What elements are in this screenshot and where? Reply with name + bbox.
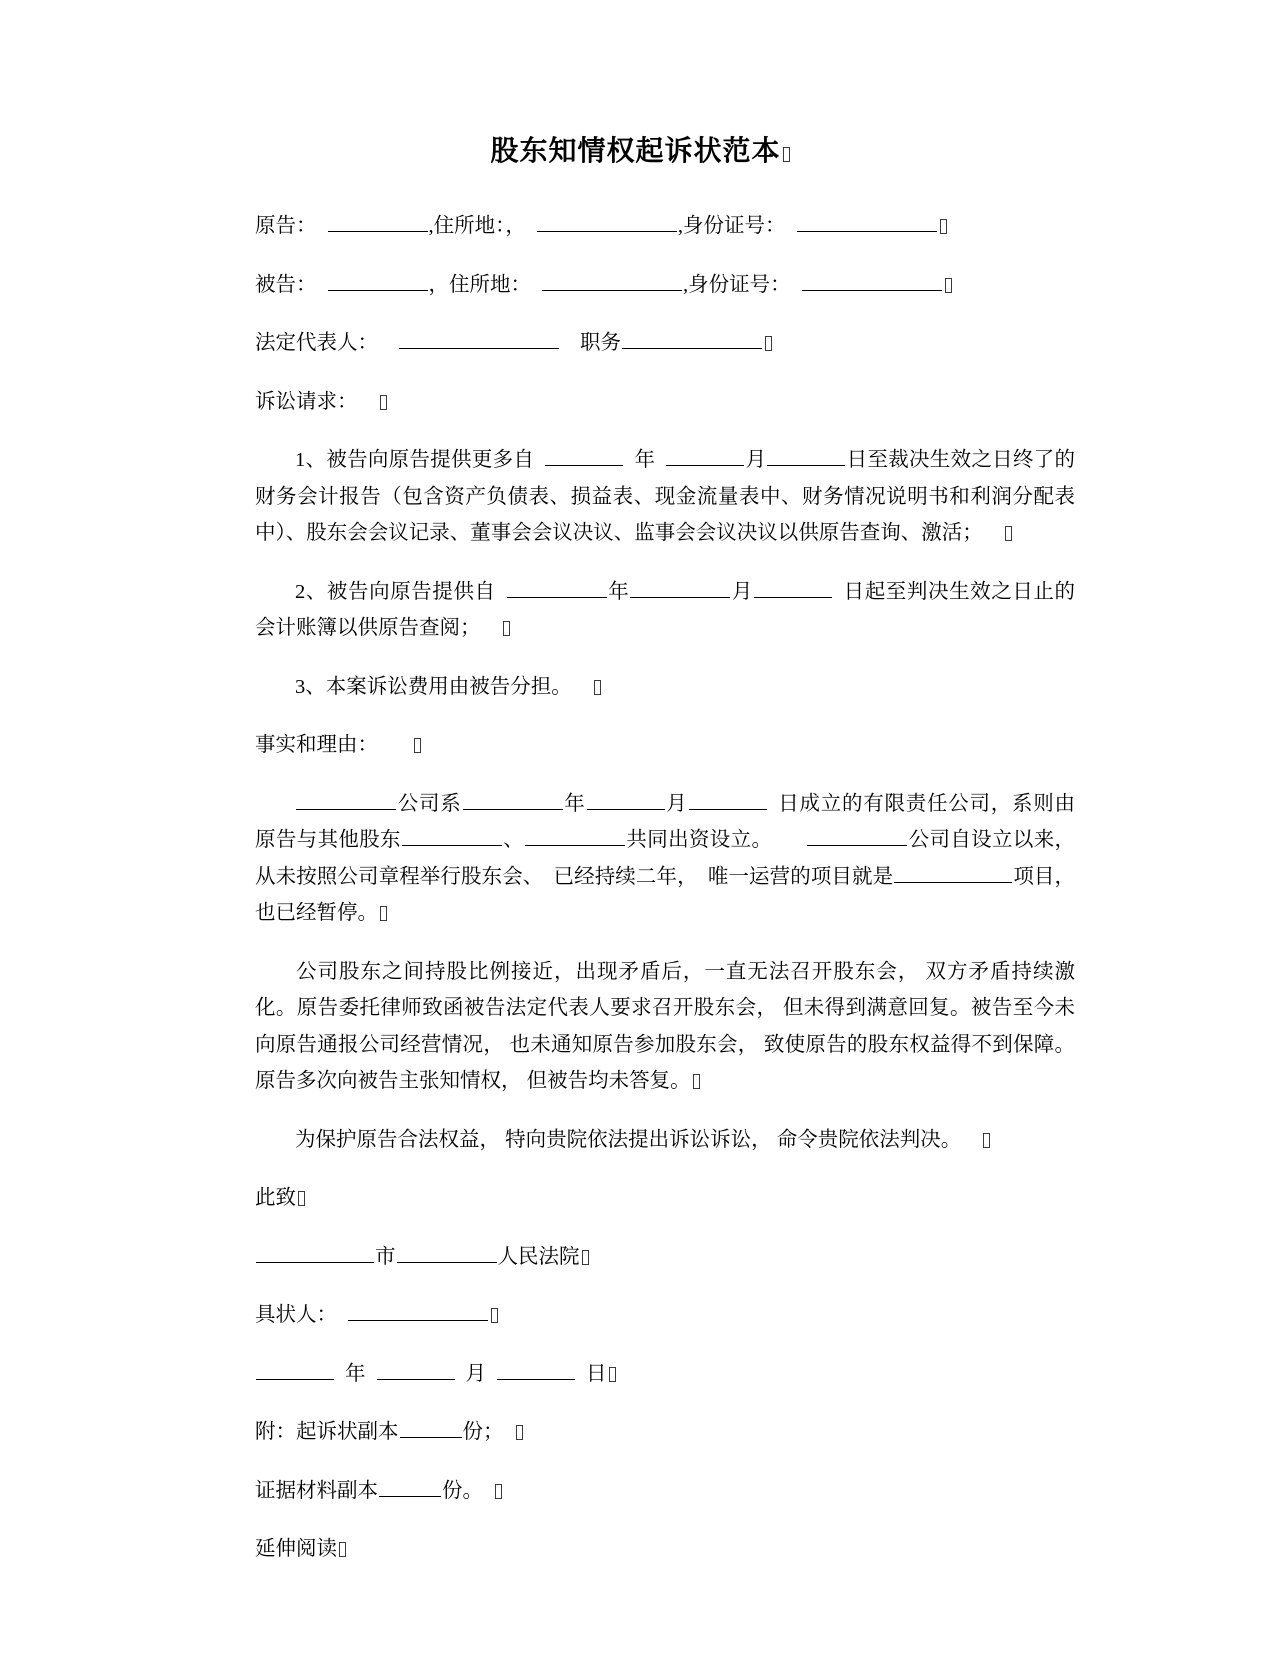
plaintiff-id-blank[interactable] [797, 211, 937, 233]
facts1-year-label: 年 [563, 792, 586, 815]
tofu-box-icon [495, 1484, 502, 1499]
other-shareholder-2-blank[interactable] [525, 825, 625, 847]
tofu-box-icon [983, 1133, 990, 1148]
facts1-text-d: 公司自设立以来，从未按照公司章程举行股东会、 [255, 829, 1076, 888]
court-city-label: 市 [375, 1245, 396, 1268]
attachment1-label-b: 份； [462, 1421, 504, 1444]
page-title-text: 股东知情权起诉状范本 [490, 136, 781, 167]
defendant-address-blank[interactable] [542, 269, 682, 291]
facts-heading-text: 事实和理由： [255, 734, 378, 757]
claim2-year-blank[interactable] [507, 576, 607, 598]
request-paragraph [255, 1122, 1075, 1158]
facts1-text-e: 已经持续二年， [553, 865, 698, 888]
plaintiff-address-blank[interactable] [537, 211, 677, 233]
facts1-text-b: 日成立的有限责任公司，系则由原告与其他股东 [255, 792, 1075, 852]
other-shareholder-1-blank[interactable] [402, 825, 502, 847]
defendant-name-blank[interactable] [328, 269, 428, 291]
attachment-line-1 [255, 1414, 1075, 1450]
court-name-label: 人民法院 [497, 1245, 580, 1268]
facts-paragraph-1 [255, 786, 1075, 932]
claim-item-1 [255, 442, 1075, 551]
tofu-box-icon [339, 1542, 346, 1557]
claim-item-2 [255, 574, 1075, 647]
defendant-id-blank[interactable] [802, 269, 942, 291]
plaintiff-id-label: ,身份证号： [677, 215, 786, 238]
facts2-text: 公司股东之间持股比例接近，出现矛盾后，一直无法召开股东会， 双方矛盾持续激化。原告委托律师致函被告法定代表人要求召开股东会， 但未得到满意回复。被告至今未向原告通报公司经营情况， 也未通知原告参加股东会， 致使原告的股东权益得不到保障。原告多次向被告主张知情权， 但被告均未答复。 [255, 960, 1075, 1093]
signer-label: 具状人： [255, 1304, 337, 1327]
claim1-month-label: 月 [745, 449, 767, 472]
court-district-blank[interactable] [397, 1241, 497, 1263]
attachment2-label-b: 份。 [442, 1479, 483, 1502]
facts-heading [255, 727, 1075, 763]
document-body [205, 208, 1075, 1567]
date-year-blank[interactable] [256, 1358, 334, 1380]
further-reading-text: 延伸阅读 [255, 1537, 337, 1560]
facts1-text-a: 公司系 [397, 792, 462, 815]
date-day-label: 日 [586, 1362, 607, 1385]
plaintiff-name-blank[interactable] [328, 211, 428, 233]
claims-heading [255, 384, 1075, 420]
attachment1-label-a: 附：起诉状副本 [255, 1421, 399, 1444]
tofu-box-icon [298, 1191, 305, 1206]
tofu-box-icon [940, 219, 947, 234]
claim2-text-b: 日起至判决生效之日止的会计账簿以供原告查阅； [255, 580, 1076, 640]
position-blank[interactable] [622, 328, 762, 350]
further-reading-line [255, 1531, 1075, 1567]
claim1-month-blank[interactable] [666, 445, 744, 467]
company-name-blank-2[interactable] [807, 825, 907, 847]
date-line [255, 1356, 1075, 1392]
request-text: 为保护原告合法权益， 特向贵院依法提出诉讼诉讼， 命令贵院依法判决。 [295, 1128, 962, 1151]
defendant-line [255, 267, 1075, 303]
defendant-label: 被告： [255, 273, 317, 296]
establish-month-blank[interactable] [587, 788, 665, 810]
signer-blank[interactable] [348, 1300, 488, 1322]
facts-paragraph-2 [255, 954, 1075, 1100]
claims-heading-text: 诉讼请求： [255, 390, 358, 413]
claim3-text: 3、本案诉讼费用由被告分担。 [295, 675, 572, 698]
legal-representative-label: 法定代表人： [255, 332, 378, 355]
tofu-box-icon [491, 1308, 498, 1323]
project-name-blank[interactable] [894, 861, 1012, 883]
date-day-blank[interactable] [497, 1358, 575, 1380]
signer-line [255, 1297, 1075, 1333]
tofu-box-icon [783, 147, 790, 162]
attachment2-label-a: 证据材料副本 [255, 1479, 378, 1502]
page-title [0, 0, 1280, 170]
date-year-label: 年 [345, 1362, 366, 1385]
facts1-dun: 、 [502, 829, 525, 852]
claim1-year-blank[interactable] [545, 445, 623, 467]
position-label: 职务 [580, 332, 621, 355]
facts1-text-f: 唯一运营的项目就是 [707, 865, 894, 888]
defendant-id-label: ,身份证号： [683, 273, 791, 296]
plaintiff-address-label: ,住所地：， [428, 215, 526, 238]
establish-year-blank[interactable] [463, 788, 563, 810]
claim1-year-label: 年 [634, 449, 656, 472]
claim2-text-a: 2、被告向原告提供自 [295, 580, 496, 603]
claim2-day-blank[interactable] [754, 576, 832, 598]
tofu-box-icon [503, 621, 510, 636]
facts1-month-label: 月 [665, 792, 688, 815]
claim2-year-label: 年 [607, 580, 630, 603]
establish-day-blank[interactable] [689, 788, 767, 810]
legal-representative-line [255, 325, 1075, 361]
plaintiff-line [255, 208, 1075, 244]
tofu-box-icon [414, 738, 421, 753]
claim-item-3 [255, 669, 1075, 705]
defendant-address-label: ，住所地： [428, 273, 531, 296]
date-month-blank[interactable] [377, 1358, 455, 1380]
company-name-blank[interactable] [296, 788, 396, 810]
legal-representative-blank[interactable] [399, 328, 559, 350]
court-line [255, 1239, 1075, 1275]
cizhi-line [255, 1180, 1075, 1216]
claim2-month-blank[interactable] [630, 576, 730, 598]
tofu-box-icon [765, 336, 772, 351]
tofu-box-icon [594, 680, 601, 695]
date-month-label: 月 [465, 1362, 486, 1385]
tofu-box-icon [609, 1367, 616, 1382]
facts1-text-c: 共同出资设立。 [626, 829, 773, 852]
tofu-box-icon [945, 278, 952, 293]
tofu-box-icon [582, 1250, 589, 1265]
tofu-box-icon [693, 1074, 700, 1089]
court-city-blank[interactable] [256, 1241, 374, 1263]
cizhi-text: 此致 [255, 1187, 296, 1210]
attachment2-count-blank[interactable] [379, 1475, 441, 1497]
tofu-box-icon [380, 395, 387, 410]
claim1-day-blank[interactable] [767, 445, 845, 467]
claim1-text-a: 1、被告向原告提供更多自 [295, 449, 535, 472]
claim2-month-label: 月 [731, 580, 754, 603]
claim1-text-b: 日至裁决生效之日终了的财务会计报告（包含资产负债表、损益表、现金流量表中、财务情况说明书和利润分配表中）、股东会会议记录、董事会会议决议、监事会会议决议以供原告查询、激活； [255, 449, 1076, 545]
tofu-box-icon [380, 906, 387, 921]
tofu-box-icon [516, 1425, 523, 1440]
facts1-text-g: 项目，也已经暂停。 [255, 865, 1076, 925]
tofu-box-icon [1005, 526, 1012, 541]
plaintiff-label: 原告： [255, 215, 317, 238]
attachment1-count-blank[interactable] [400, 1417, 462, 1439]
attachment-line-2 [255, 1473, 1075, 1509]
